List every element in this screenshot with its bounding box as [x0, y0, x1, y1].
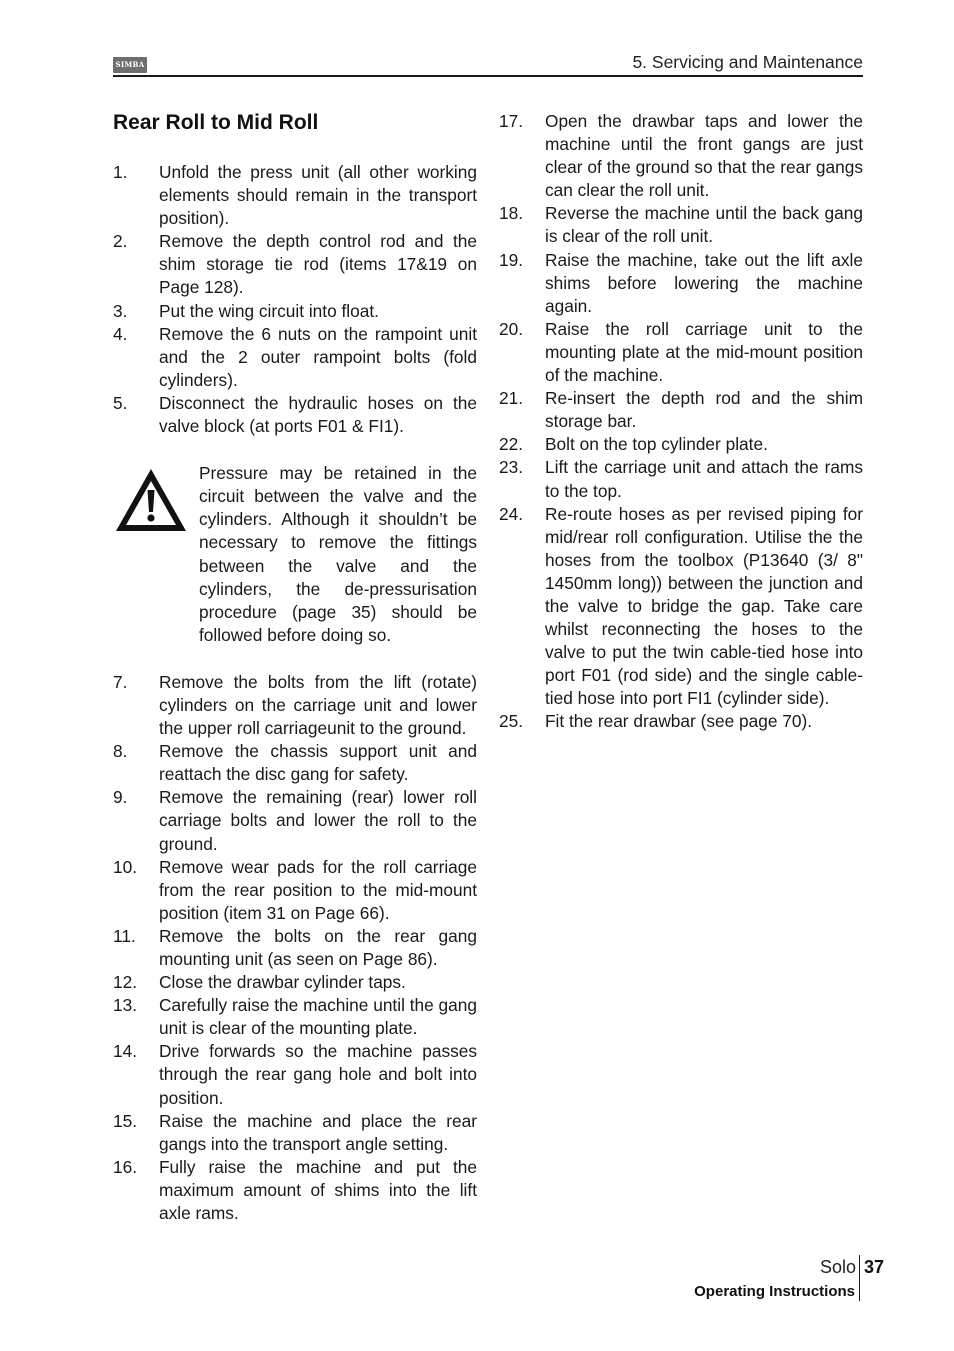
left-column [113, 110, 477, 1225]
step-text: Remove the chassis support unit and reattach the disc gang for safety. [159, 741, 477, 785]
step-number: 13. [113, 995, 138, 1016]
step-text: Re-insert the depth rod and the shim storage bar. [545, 388, 863, 432]
step-text: Raise the machine and place the rear gangs into the transport angle setting. [159, 1110, 477, 1154]
list-item [499, 387, 863, 433]
step-text: Close the drawbar cylinder taps. [159, 972, 406, 993]
list-item [113, 925, 477, 971]
step-number: 12. [113, 972, 138, 993]
step-number: 10. [113, 856, 138, 877]
list-item [499, 710, 863, 733]
step-text: Raise the machine, take out the lift axle shims before lowering the machine again. [545, 249, 863, 316]
warning-icon [113, 462, 199, 647]
list-item [113, 971, 477, 994]
step-text: Re-route hoses as per revised piping for mid/rear roll configuration. Utilise the the hoses from the toolbox (P13640 (3/ 8" 1450mm long)) between the junction and the valve to bridge the gap. Take care whilst reconnecting the hoses to the valve to put the twin cable-tied hose into port F01 (rod side) and the single cable-tied hose into port FI1 (cylinder side). [545, 503, 863, 709]
list-item [113, 1040, 477, 1109]
step-text: Carefully raise the machine until the gang unit is clear of the mounting plate. [159, 995, 477, 1039]
list-item [499, 503, 863, 711]
step-text: Fully raise the machine and put the maximum amount of shims into the lift axle rams. [159, 1156, 477, 1224]
step-number: 23. [499, 457, 524, 478]
step-text: Bolt on the top cylinder plate. [545, 434, 768, 455]
step-text: Disconnect the hydraulic hoses on the valve block (at ports F01 & FI1). [159, 392, 477, 437]
footer-subtitle: Operating Instructions [694, 1283, 855, 1300]
step-number: 16. [113, 1156, 138, 1177]
list-item [499, 110, 863, 202]
step-text: Fit the rear drawbar (see page 70). [545, 711, 813, 732]
footer-divider [859, 1255, 860, 1301]
header-divider [113, 75, 863, 77]
step-text: Remove the bolts from the lift (rotate) cylinders on the carriage unit and lower the upper roll carriageunit to the ground. [159, 671, 477, 739]
steps-list-a [113, 161, 477, 438]
step-number: 5. [113, 392, 128, 413]
step-number: 14. [113, 1041, 138, 1062]
warning-text: Pressure may be retained in the circuit between the valve and the cylinders. Although it shouldn’t be necessary to remove the fittings between the valve and the cylinders, the de-pressurisation procedure (page 35) should be followed before doing so. [199, 463, 477, 645]
list-item [113, 392, 477, 438]
list-item [499, 318, 863, 387]
step-number: 24. [499, 503, 524, 524]
list-item [113, 230, 477, 299]
simba-logo: SIMBA [113, 57, 147, 73]
step-text: Unfold the press unit (all other working elements should remain in the transport position). [159, 162, 477, 229]
list-item [499, 249, 863, 318]
list-item [499, 202, 863, 248]
step-number: 9. [113, 787, 128, 808]
step-number: 19. [499, 249, 524, 270]
step-number: 18. [499, 203, 524, 224]
list-item [499, 433, 863, 456]
page-heading: Rear Roll to Mid Roll [113, 111, 319, 134]
step-number: 22. [499, 434, 524, 455]
list-item [113, 161, 477, 230]
step-number: 8. [113, 741, 128, 762]
step-number: 3. [113, 300, 128, 321]
list-item [113, 1156, 477, 1225]
step-text: Remove the depth control rod and the shim storage tie rod (items 17&19 on Page 128). [159, 231, 477, 298]
step-number: 11. [113, 925, 136, 946]
list-item [499, 456, 863, 502]
list-item [113, 786, 477, 855]
step-number: 25. [499, 711, 524, 732]
list-item [113, 671, 477, 740]
warning-note [113, 462, 477, 647]
list-item [113, 740, 477, 786]
step-number: 2. [113, 231, 128, 252]
step-number: 4. [113, 323, 128, 344]
step-number: 20. [499, 318, 524, 339]
step-text: Raise the roll carriage unit to the mounting plate at the mid-mount position of the machine. [545, 318, 863, 386]
step-number: 17. [499, 111, 524, 131]
list-item [113, 323, 477, 392]
right-column [499, 110, 863, 734]
page-number: 37 [864, 1257, 885, 1277]
list-item [113, 300, 477, 323]
footer-product-name: Solo [819, 1257, 856, 1277]
step-number: 1. [113, 162, 128, 182]
steps-list-b [113, 671, 477, 1225]
list-item [113, 1110, 477, 1156]
step-text: Remove the bolts on the rear gang mounting unit (as seen on Page 86). [159, 925, 477, 969]
section-title: 5. Servicing and Maintenance [632, 52, 863, 72]
list-item [113, 856, 477, 925]
step-text: Remove wear pads for the roll carriage from the rear position to the mid-mount position (item 31 on Page 66). [159, 856, 477, 923]
step-text: Open the drawbar taps and lower the machine until the front gangs are just clear of the ground so that the rear gangs can clear the roll unit. [545, 111, 863, 201]
step-text: Put the wing circuit into float. [159, 300, 379, 321]
step-number: 15. [113, 1110, 138, 1131]
step-number: 7. [113, 671, 128, 692]
list-item [113, 994, 477, 1040]
step-text: Lift the carriage unit and attach the rams to the top. [545, 457, 863, 501]
step-text: Reverse the machine until the back gang is clear of the roll unit. [545, 203, 863, 247]
step-text: Drive forwards so the machine passes through the rear gang hole and bolt into position. [159, 1041, 477, 1108]
step-text: Remove the remaining (rear) lower roll carriage bolts and lower the roll to the ground. [159, 787, 477, 854]
step-text: Remove the 6 nuts on the rampoint unit and the 2 outer rampoint bolts (fold cylinders). [159, 323, 477, 390]
steps-list-c [499, 110, 863, 734]
step-number: 21. [499, 388, 524, 409]
